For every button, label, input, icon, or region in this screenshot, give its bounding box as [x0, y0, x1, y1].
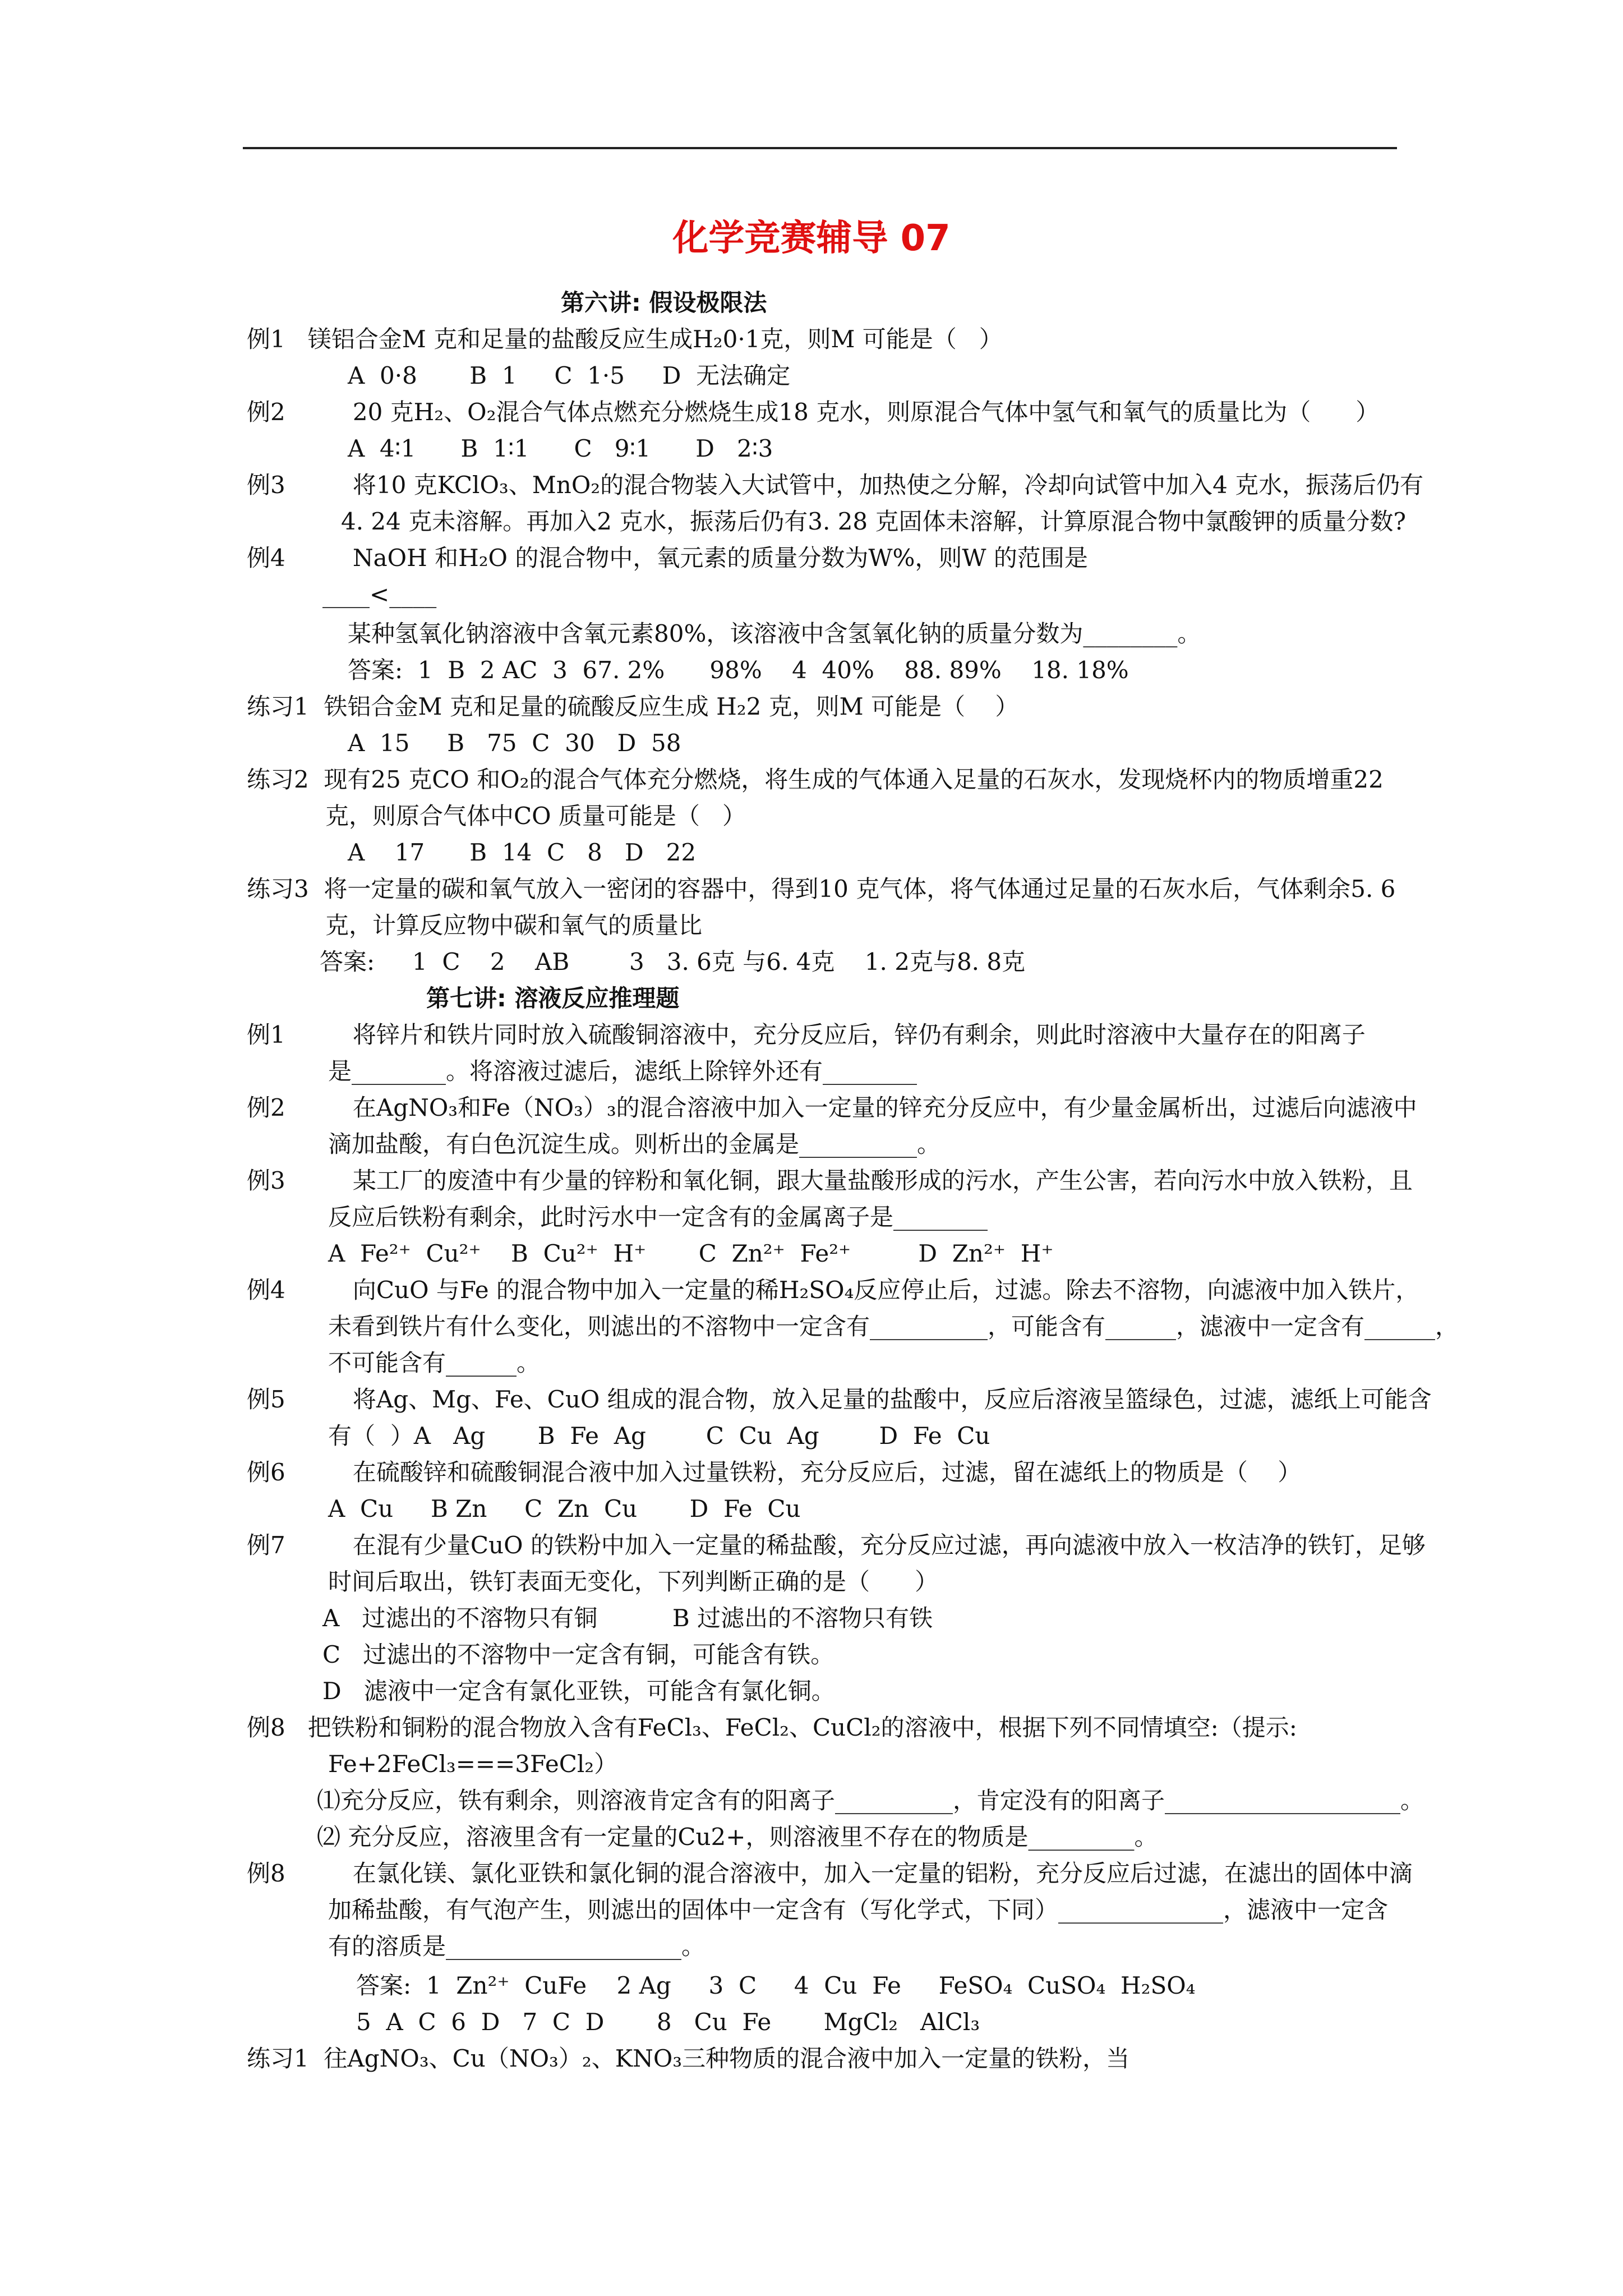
text-line: 例1 将锌片和铁片同时放入硫酸铜溶液中，充分反应后，锌仍有剩余，则此时溶液中大量存在的阳离子	[247, 1021, 1366, 1048]
text-line: A 17 B 14 C 8 D 22	[348, 839, 697, 866]
top-rule	[243, 147, 1397, 149]
text-line: Fe+2FeCl₃===3FeCl₂）	[328, 1750, 618, 1778]
text-line: 克，则原合气体中CO 质量可能是（ ）	[325, 802, 746, 830]
text-line: 加稀盐酸，有气泡产生，则滤出的固体中一定含有（写化学式，下同）______________，滤液中一定含	[328, 1896, 1389, 1924]
text-line: 未看到铁片有什么变化，则滤出的不溶物中一定含有__________，可能含有______，滤液中一定含有______，	[328, 1313, 1459, 1340]
text-line: 答案: 1 C 2 AB 3 3. 6克 与6. 4克 1. 2克与8. 8克	[320, 948, 1026, 976]
text-line: 例3 某工厂的废渣中有少量的锌粉和氧化铜，跟大量盐酸形成的污水，产生公害，若向污水中放入铁粉，且	[247, 1167, 1413, 1194]
text-line: 练习1 铁铝合金M 克和足量的硫酸反应生成 H₂2 克，则M 可能是（ ）	[247, 693, 1019, 720]
text-line: 例4 向CuO 与Fe 的混合物中加入一定量的稀H₂SO₄反应停止后，过滤。除去不溶物，向滤液中加入铁片，	[247, 1276, 1419, 1304]
text-line: 是________。将溶液过滤后，滤纸上除锌外还有________	[328, 1057, 917, 1085]
text-line: 某种氢氧化钠溶液中含氧元素80%，该溶液中含氢氧化钠的质量分数为________。	[348, 620, 1201, 647]
text-line: 有（ ）A Ag B Fe Ag C Cu Ag D Fe Cu	[328, 1422, 990, 1450]
text-line: C 过滤出的不溶物中一定含有铜，可能含有铁。	[322, 1641, 834, 1668]
text-line: 例7 在混有少量CuO 的铁粉中加入一定量的稀盐酸，充分反应过滤，再向滤液中放入一枚洁净的铁钉，足够	[247, 1531, 1426, 1559]
text-line: 滴加盐酸，有白色沉淀生成。则析出的金属是__________。	[328, 1130, 941, 1158]
text-line: 例4 NaOH 和H₂O 的混合物中，氧元素的质量分数为W%，则W 的范围是	[247, 544, 1088, 572]
text-line: 例8 把铁粉和铜粉的混合物放入含有FeCl₃、FeCl₂、CuCl₂的溶液中，根据下列不同情填空:（提示:	[247, 1714, 1297, 1741]
text-line: 练习1 往AgNO₃、Cu（NO₃）₂、KNO₃三种物质的混合液中加入一定量的铁粉，当	[247, 2045, 1130, 2072]
text-line: 5 A C 6 D 7 C D 8 Cu Fe MgCl₂ AlCl₃	[356, 2008, 980, 2036]
text-line: 有的溶质是____________________。	[328, 1932, 706, 1960]
text-line: 4. 24 克未溶解。再加入2 克水，振荡后仍有3. 28 克固体未溶解，计算原混合物中氯酸钾的质量分数?	[341, 508, 1407, 535]
text-line: 时间后取出，铁钉表面无变化，下列判断正确的是（ ）	[328, 1568, 939, 1595]
text-line: A 4∶1 B 1∶1 C 9∶1 D 2∶3	[348, 435, 773, 462]
text-line: 练习3 将一定量的碳和氧气放入一密闭的容器中，得到10 克气体，将气体通过足量的石灰水后，气体剩余5. 6	[247, 875, 1396, 903]
text-line: 例2 在AgNO₃和Fe（NO₃）₃的混合溶液中加入一定量的锌充分反应中，有少量金属析出，过滤后向滤液中	[247, 1094, 1417, 1121]
text-line: D 滤液中一定含有氯化亚铁，可能含有氯化铜。	[322, 1677, 835, 1705]
page-title: 化学竞赛辅导 07	[672, 218, 951, 259]
text-line: A Fe²⁺ Cu²⁺ B Cu²⁺ H⁺ C Zn²⁺ Fe²⁺ D Zn²⁺ H⁺	[328, 1240, 1054, 1267]
text-line: 例2 20 克H₂、O₂混合气体点燃充分燃烧生成18 克水，则原混合气体中氢气和氧气的质量比为（ ）	[247, 398, 1380, 426]
text-line: 不可能含有______。	[328, 1349, 541, 1377]
text-line: ⑴充分反应，铁有剩余，则溶液肯定含有的阳离子__________，肯定没有的阳离子____________________。	[317, 1787, 1424, 1814]
section-heading: 第六讲: 假设极限法	[561, 289, 767, 316]
text-line: 答案: 1 Zn²⁺ CuFe 2 Ag 3 C 4 Cu Fe FeSO₄ CuSO₄ H₂SO₄	[356, 1972, 1196, 1999]
text-line: 练习2 现有25 克CO 和O₂的混合气体充分燃烧，将生成的气体通入足量的石灰水，发现烧杯内的物质增重22	[247, 766, 1384, 793]
text-line: 例6 在硫酸锌和硫酸铜混合液中加入过量铁粉，充分反应后，过滤，留在滤纸上的物质是（ ）	[247, 1458, 1302, 1486]
text-line: A 0·8 B 1 C 1·5 D 无法确定	[348, 362, 791, 389]
text-line: 例3 将10 克KClO₃、MnO₂的混合物装入大试管中，加热使之分解，冷却向试管中加入4 克水，振荡后仍有	[247, 471, 1424, 499]
section-heading: 第七讲: 溶液反应推理题	[426, 984, 680, 1012]
text-line: ____<____	[322, 581, 437, 608]
text-line: 例1 镁铝合金M 克和足量的盐酸反应生成H₂0·1克，则M 可能是（ ）	[247, 325, 1003, 353]
text-line: A 过滤出的不溶物只有铜 B 过滤出的不溶物只有铁	[322, 1604, 933, 1632]
text-line: 例5 将Ag、Mg、Fe、CuO 组成的混合物，放入足量的盐酸中，反应后溶液呈篮绿色，过滤，滤纸上可能含	[247, 1386, 1432, 1413]
text-line: 例8 在氯化镁、氯化亚铁和氯化铜的混合溶液中，加入一定量的铝粉，充分反应后过滤，在滤出的固体中滴	[247, 1860, 1413, 1887]
text-line: 克，计算反应物中碳和氧气的质量比	[325, 912, 703, 939]
text-line: ⑵ 充分反应，溶液里含有一定量的Cu2+，则溶液里不存在的物质是_________。	[317, 1823, 1158, 1851]
text-line: A Cu B Zn C Zn Cu D Fe Cu	[328, 1495, 801, 1522]
text-line: A 15 B 75 C 30 D 58	[348, 729, 681, 757]
text-line: 反应后铁粉有剩余，此时污水中一定含有的金属离子是________	[328, 1203, 988, 1231]
text-line: 答案: 1 B 2 AC 3 67. 2% 98% 4 40% 88. 89% 18. 18%	[348, 656, 1129, 684]
